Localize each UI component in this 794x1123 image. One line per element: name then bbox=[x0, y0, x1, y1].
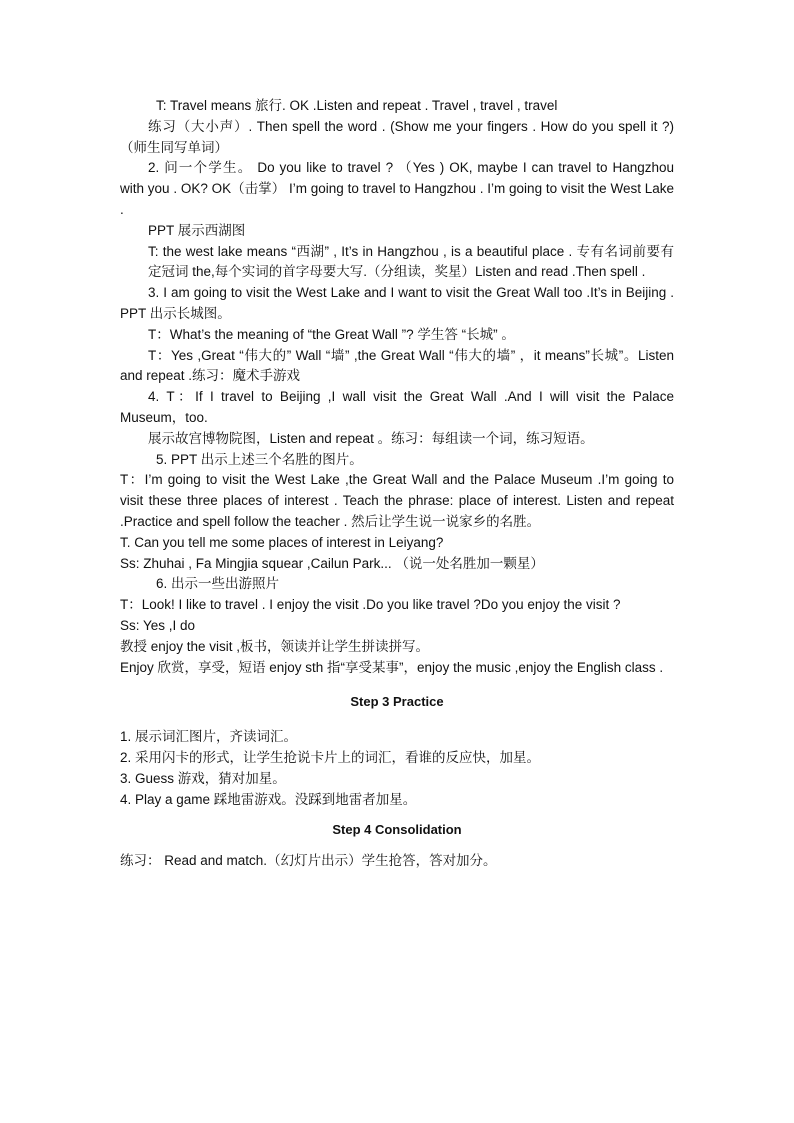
paragraph: T. Can you tell me some places of interest in Leiyang? bbox=[120, 534, 444, 550]
paragraph: 3. I am going to visit the West Lake and I want to visit the Great Wall too .It’s in Beijing . PPT 出示长城图。 bbox=[120, 285, 674, 321]
paragraph: 练习（大小声）. Then spell the word . (Show me your fingers . How do you spell it ?)（师生同写单词） bbox=[120, 118, 674, 155]
paragraph: 展示故宫博物院图，Listen and repeat 。练习：每组读一个词，练习短语。 bbox=[148, 430, 594, 446]
paragraph: T：Look! I like to travel . I enjoy the visit .Do you like travel ?Do you enjoy the visit ? bbox=[120, 597, 621, 613]
paragraph: 练习： Read and match.（幻灯片出示）学生抢答，答对加分。 bbox=[120, 853, 497, 869]
paragraph: 4. T：If I travel to Beijing ,I wall visit the Great Wall .And I will visit the Palace Museum，too. bbox=[120, 389, 674, 425]
step4-heading: Step 4 Consolidation bbox=[332, 822, 462, 838]
paragraph: T：I’m going to visit the West Lake ,the Great Wall and the Palace Museum .I’m going to visit these three places of interest . Teach the phrase: place of interest. Listen and repeat .Practice and spell follow the teacher . 然后让学生说一说家乡的名胜。 bbox=[120, 472, 674, 529]
paragraph: 5. PPT 出示上述三个名胜的图片。 bbox=[156, 451, 363, 467]
paragraph: PPT 展示西湖图 bbox=[148, 222, 246, 238]
paragraph: Enjoy 欣赏，享受，短语 enjoy sth 指“享受某事”，enjoy the music ,enjoy the English class . bbox=[120, 659, 664, 675]
list-item: 3. Guess 游戏，猜对加星。 bbox=[120, 770, 286, 786]
paragraph: 教授 enjoy the visit ,板书，领读并让学生拼读拼写。 bbox=[120, 638, 430, 654]
list-item: 1. 展示词汇图片，齐读词汇。 bbox=[120, 729, 298, 745]
step3-heading: Step 3 Practice bbox=[350, 694, 444, 710]
paragraph: 2. 问一个学生。 Do you like to travel ? （Yes ) OK, maybe I can travel to Hangzhou with you . OK? OK（击掌） I’m going to travel to Hangzhou . I’m going to visit the West Lake . bbox=[120, 160, 674, 217]
document-body bbox=[120, 96, 674, 872]
paragraph: T：What’s the meaning of “the Great Wall ”? 学生答 “长城” 。 bbox=[148, 326, 515, 342]
paragraph: T: the west lake means “西湖” , It’s in Hangzhou , is a beautiful place . 专有名词前要有定冠词 the,每个实词的首字母要大写.（分组读，奖星）Listen and read .Then spell . bbox=[148, 243, 674, 280]
paragraph: 6. 出示一些出游照片 bbox=[156, 576, 280, 592]
paragraph: Ss: Yes ,I do bbox=[120, 617, 196, 633]
paragraph: Ss: Zhuhai , Fa Mingjia squear ,Cailun Park... （说一处名胜加一颗星） bbox=[120, 555, 544, 571]
paragraph: T: Travel means 旅行. OK .Listen and repeat . Travel , travel , travel bbox=[156, 98, 558, 113]
paragraph: T：Yes ,Great “伟大的” Wall “墙” ,the Great Wall “伟大的墙” ，it means”长城”。Listen and repeat .练习：魔术手游戏 bbox=[120, 347, 674, 384]
list-item: 2. 采用闪卡的形式，让学生抢说卡片上的词汇，看谁的反应快，加星。 bbox=[120, 749, 541, 765]
list-item: 4. Play a game 踩地雷游戏。没踩到地雷者加星。 bbox=[120, 791, 417, 807]
